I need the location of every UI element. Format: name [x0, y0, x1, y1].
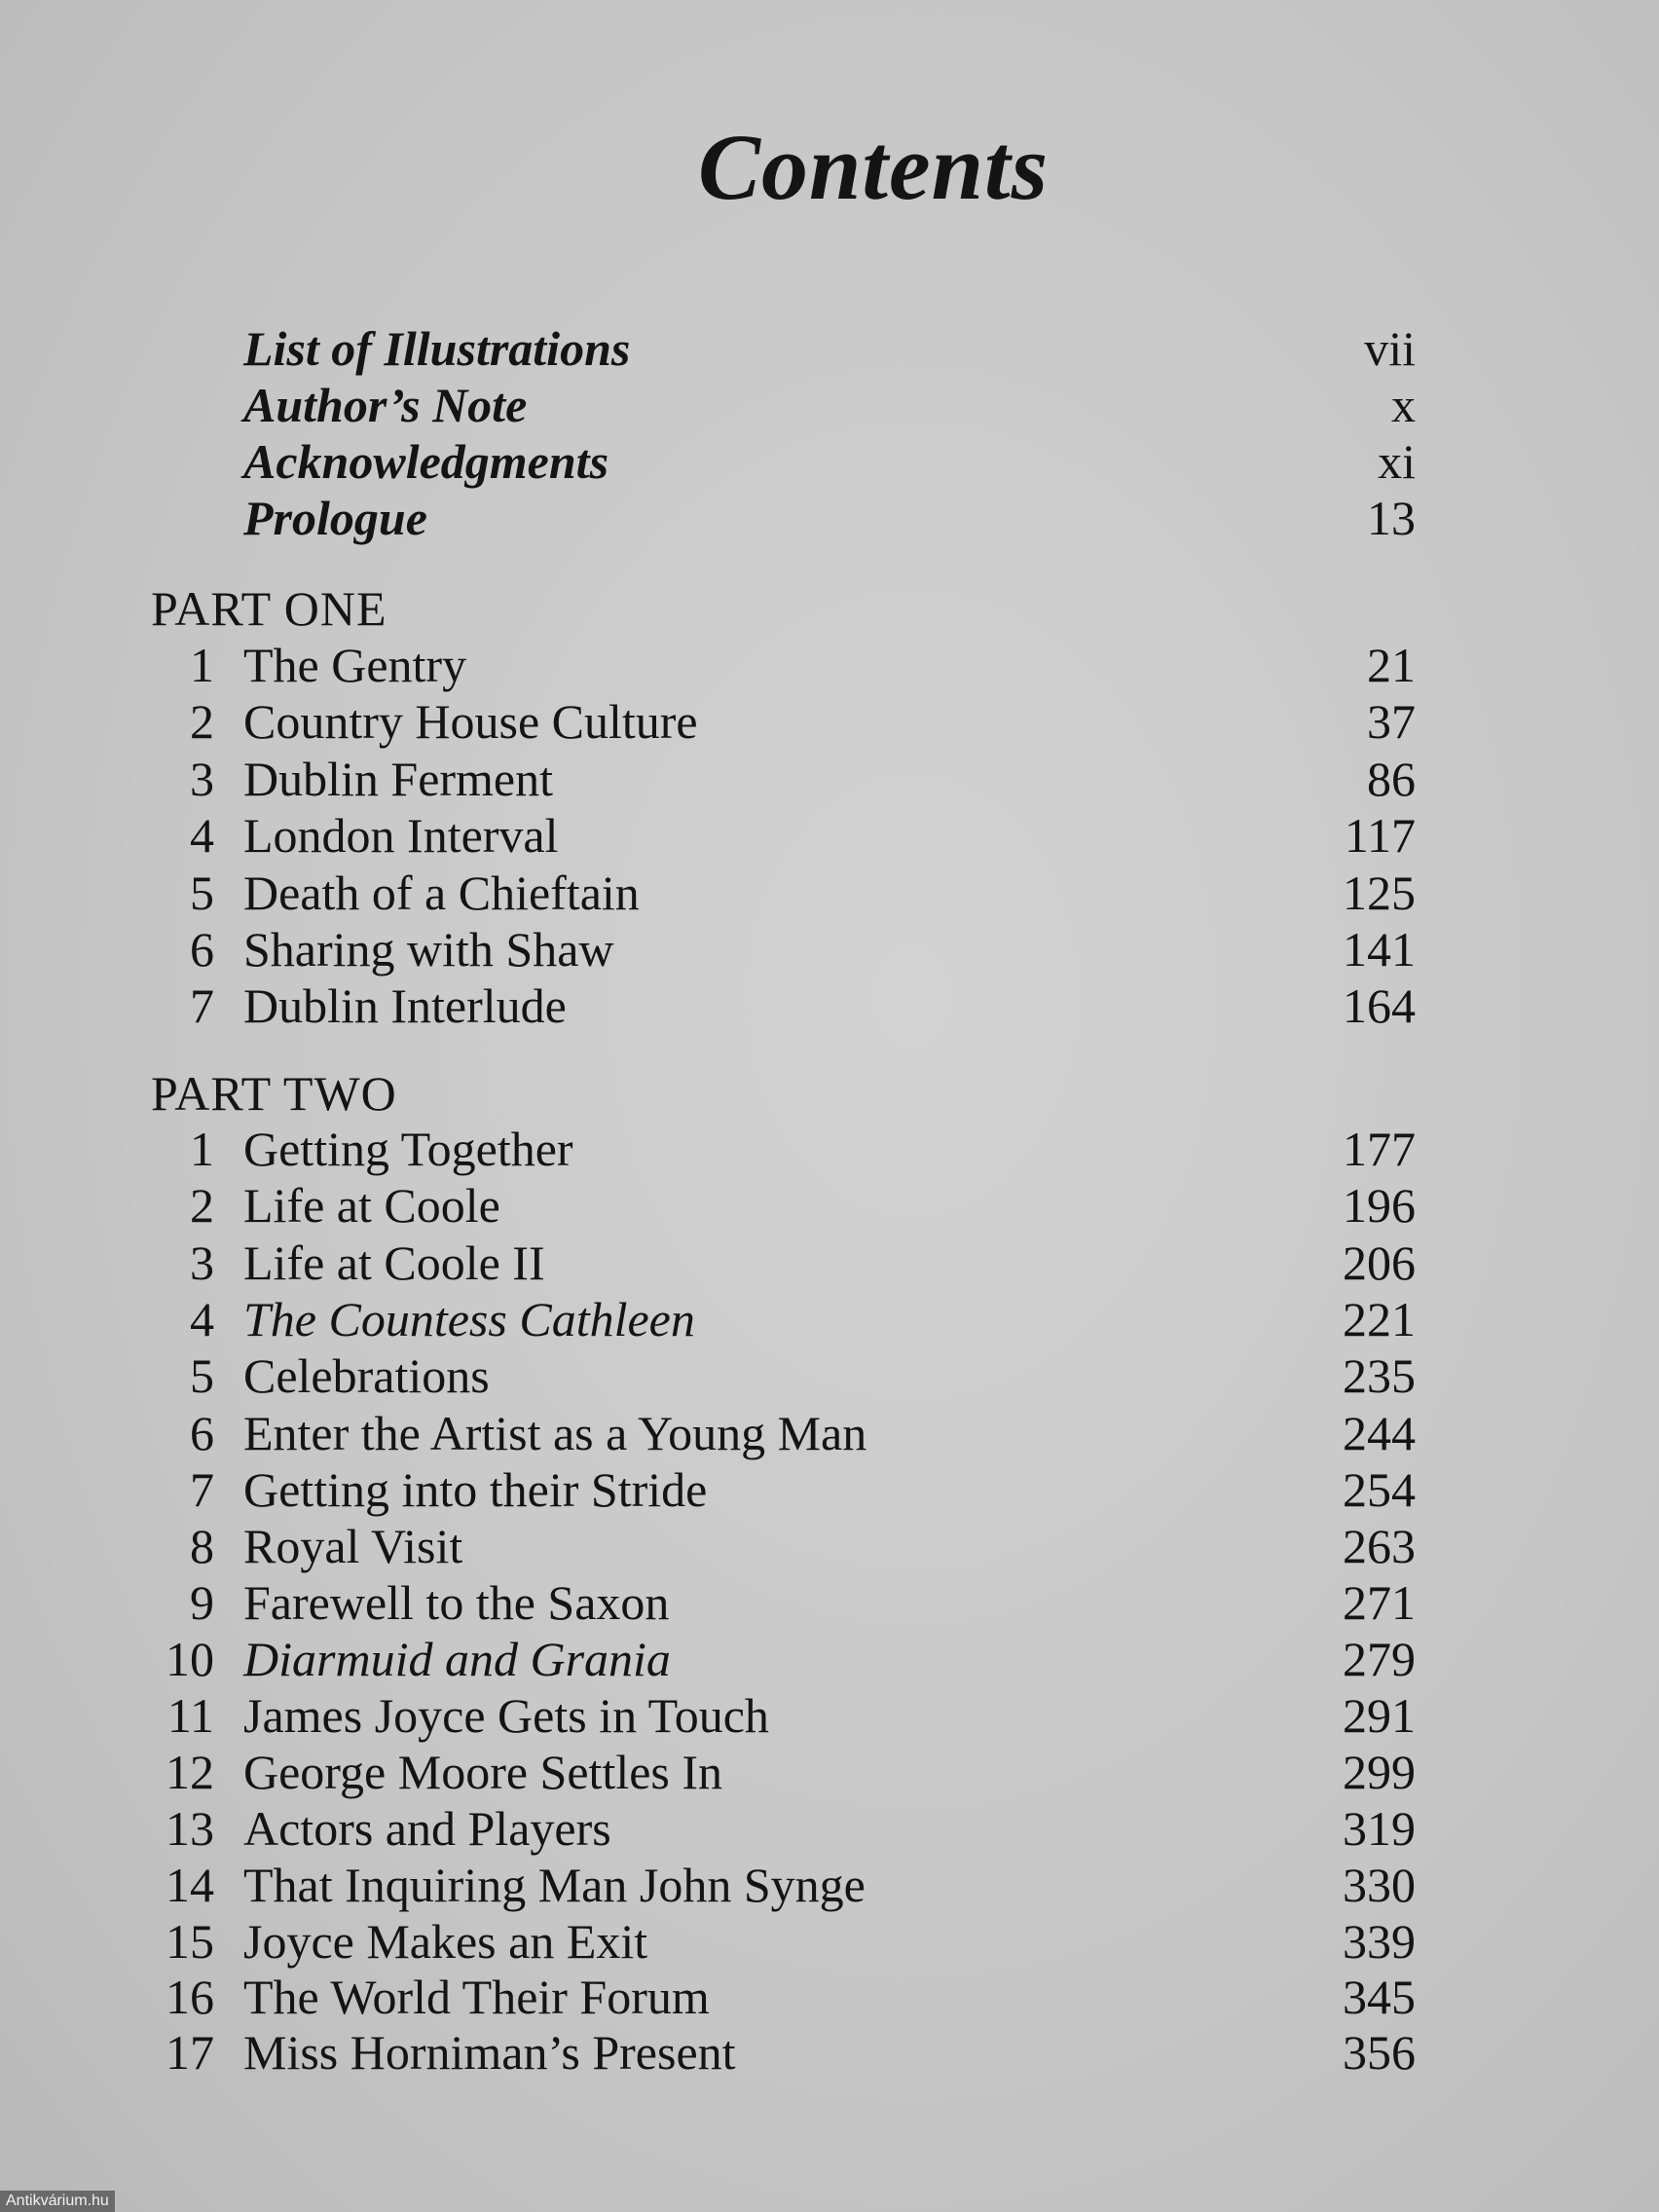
chapter-page: 86 — [1367, 752, 1416, 806]
chapter-title: Death of a Chieftain — [243, 866, 640, 920]
chapter-number: 15 — [166, 1914, 214, 1969]
toc-entry-page: 13 — [1367, 491, 1416, 545]
chapter-number: 9 — [190, 1575, 214, 1630]
chapter-number: 2 — [190, 694, 214, 749]
chapter-title: Enter the Artist as a Young Man — [243, 1406, 867, 1460]
toc-entry — [0, 1573, 1659, 1632]
toc-entry-page: x — [1391, 378, 1416, 432]
chapter-title: Dublin Ferment — [243, 752, 554, 806]
chapter-title: Joyce Makes an Exit — [243, 1914, 648, 1969]
toc-entry — [0, 1290, 1659, 1348]
chapter-number: 17 — [166, 2025, 214, 2080]
chapter-page: 271 — [1343, 1575, 1416, 1630]
toc-entry-title: Author’s Note — [243, 378, 528, 432]
toc-entry — [0, 2023, 1659, 2082]
chapter-page: 330 — [1343, 1858, 1416, 1912]
chapter-title: Dublin Interlude — [243, 978, 567, 1033]
chapter-title: Life at Coole — [243, 1178, 500, 1233]
chapter-page: 345 — [1343, 1970, 1416, 2024]
chapter-page: 244 — [1343, 1406, 1416, 1460]
chapter-number: 3 — [190, 1235, 214, 1290]
chapter-number: 5 — [190, 866, 214, 920]
chapter-page: 319 — [1343, 1801, 1416, 1856]
toc-entry-prologue — [0, 489, 1659, 547]
chapter-title: Life at Coole II — [243, 1235, 545, 1290]
chapter-page: 164 — [1343, 978, 1416, 1033]
toc-entry — [0, 636, 1659, 694]
chapter-page: 291 — [1343, 1688, 1416, 1743]
chapter-page: 339 — [1343, 1914, 1416, 1969]
toc-entry — [0, 1912, 1659, 1971]
chapter-page: 177 — [1343, 1122, 1416, 1176]
chapter-number: 4 — [190, 1292, 214, 1346]
chapter-number: 6 — [190, 1406, 214, 1460]
chapter-title: Farewell to the Saxon — [243, 1575, 670, 1630]
chapter-page: 125 — [1343, 866, 1416, 920]
toc-entry-acknowledgments — [0, 432, 1659, 491]
toc-entry — [0, 1346, 1659, 1405]
chapter-number: 8 — [190, 1519, 214, 1573]
toc-entry — [0, 1630, 1659, 1688]
chapter-page: 235 — [1343, 1348, 1416, 1403]
watermark: Antikvárium.hu — [0, 2191, 115, 2212]
part-two-heading: PART TWO — [151, 1066, 397, 1121]
toc-entry-title: Acknowledgments — [243, 434, 609, 489]
chapter-number: 13 — [166, 1801, 214, 1856]
chapter-title: The Gentry — [243, 638, 467, 692]
toc-entry — [0, 1968, 1659, 2026]
chapter-number: 1 — [190, 1122, 214, 1176]
chapter-title: Celebrations — [243, 1348, 490, 1403]
toc-entry-title: List of Illustrations — [243, 321, 631, 376]
chapter-number: 1 — [190, 638, 214, 692]
toc-entry — [0, 692, 1659, 751]
chapter-title: Miss Horniman’s Present — [243, 2025, 736, 2080]
chapter-number: 6 — [190, 922, 214, 977]
toc-entry — [0, 1517, 1659, 1575]
chapter-title: The World Their Forum — [243, 1970, 710, 2024]
toc-entry-page: xi — [1378, 434, 1416, 489]
chapter-number: 11 — [166, 1688, 214, 1743]
toc-entry — [0, 1799, 1659, 1858]
chapter-page: 299 — [1343, 1745, 1416, 1799]
chapter-number: 7 — [190, 978, 214, 1033]
chapter-page: 206 — [1343, 1235, 1416, 1290]
toc-entry-page: vii — [1364, 321, 1416, 376]
toc-entry-list-of-illustrations — [0, 319, 1659, 378]
chapter-title: London Interval — [243, 808, 559, 863]
toc-entry — [0, 806, 1659, 865]
toc-entry-title: Prologue — [243, 491, 427, 545]
chapter-number: 3 — [190, 752, 214, 806]
chapter-page: 196 — [1343, 1178, 1416, 1233]
toc-entry — [0, 920, 1659, 978]
chapter-title: Getting Together — [243, 1122, 573, 1176]
chapter-number: 7 — [190, 1462, 214, 1517]
toc-entry-authors-note — [0, 376, 1659, 434]
chapter-number: 5 — [190, 1348, 214, 1403]
chapter-title: Country House Culture — [243, 694, 698, 749]
toc-entry — [0, 1460, 1659, 1519]
chapter-title: Sharing with Shaw — [243, 922, 614, 977]
toc-entry — [0, 1176, 1659, 1235]
chapter-page: 356 — [1343, 2025, 1416, 2080]
chapter-page: 117 — [1344, 808, 1416, 863]
toc-entry — [0, 1686, 1659, 1745]
chapter-page: 141 — [1343, 922, 1416, 977]
chapter-title: Actors and Players — [243, 1801, 611, 1856]
chapter-number: 12 — [166, 1745, 214, 1799]
page-title: Contents — [697, 115, 1050, 219]
chapter-title: George Moore Settles In — [243, 1745, 723, 1799]
chapter-number: 16 — [166, 1970, 214, 2024]
chapter-number: 2 — [190, 1178, 214, 1233]
chapter-page: 21 — [1367, 638, 1416, 692]
toc-entry — [0, 1234, 1659, 1292]
chapter-title: That Inquiring Man John Synge — [243, 1858, 866, 1912]
chapter-number: 10 — [166, 1632, 214, 1686]
toc-entry — [0, 1120, 1659, 1178]
chapter-page: 279 — [1343, 1632, 1416, 1686]
chapter-title: The Countess Cathleen — [243, 1292, 695, 1346]
chapter-title: Diarmuid and Grania — [243, 1632, 671, 1686]
chapter-title: Getting into their Stride — [243, 1462, 708, 1517]
chapter-title: James Joyce Gets in Touch — [243, 1688, 769, 1743]
chapter-number: 14 — [166, 1858, 214, 1912]
chapter-page: 263 — [1343, 1519, 1416, 1573]
chapter-title: Royal Visit — [243, 1519, 463, 1573]
toc-entry — [0, 1404, 1659, 1462]
chapter-page: 221 — [1343, 1292, 1416, 1346]
toc-entry — [0, 977, 1659, 1035]
toc-entry — [0, 750, 1659, 808]
chapter-number: 4 — [190, 808, 214, 863]
toc-entry — [0, 1743, 1659, 1801]
toc-entry — [0, 1856, 1659, 1914]
toc-entry — [0, 864, 1659, 922]
chapter-page: 37 — [1367, 694, 1416, 749]
part-one-heading: PART ONE — [151, 581, 387, 636]
chapter-page: 254 — [1343, 1462, 1416, 1517]
